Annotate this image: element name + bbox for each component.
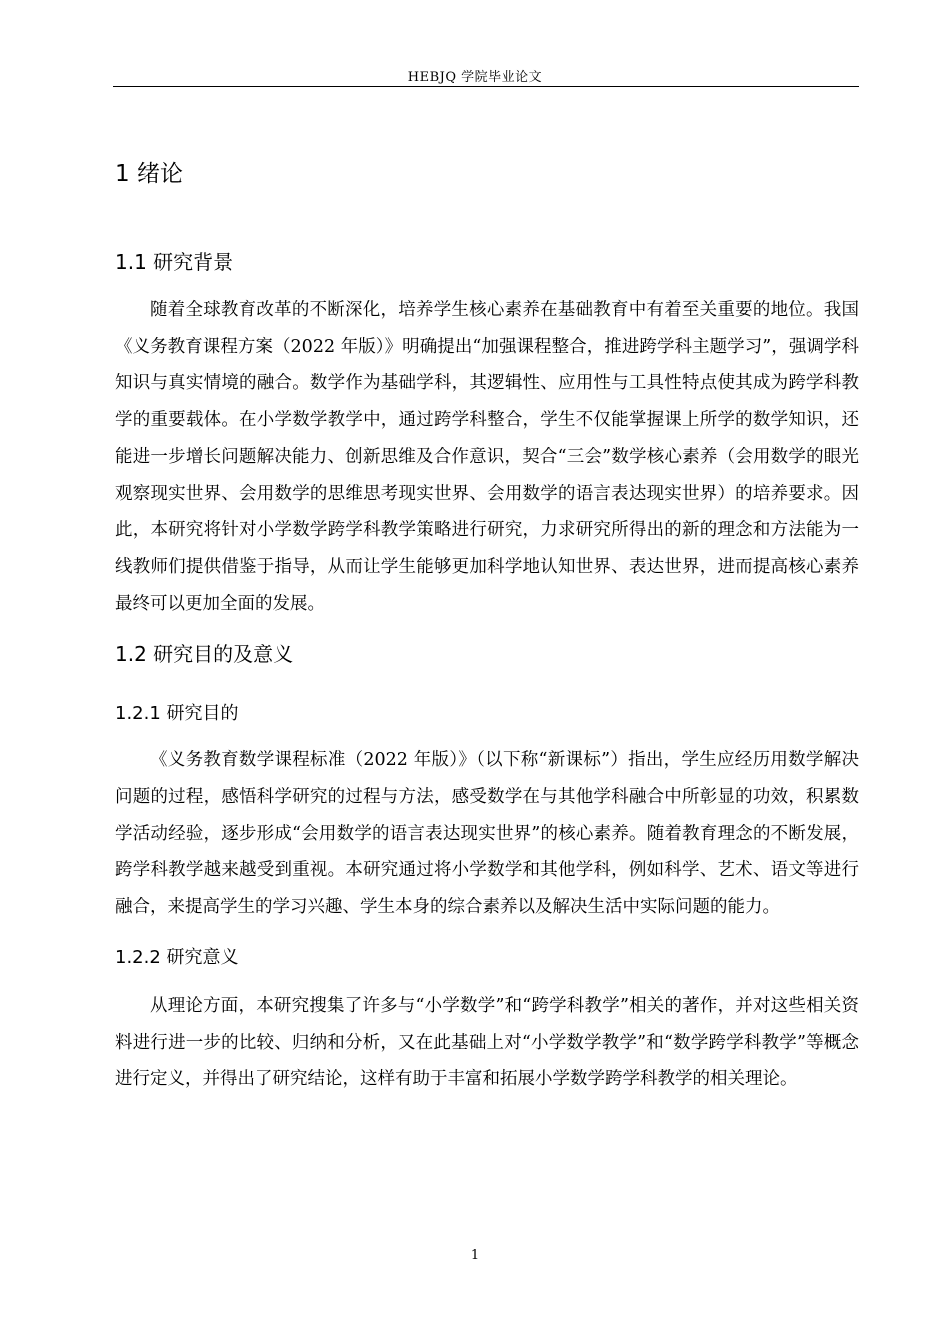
paragraph-significance: 从理论方面，本研究搜集了许多与“小学数学”和“跨学科教学”相关的著作，并对这些相关资料进行进一步的比较、归纳和分析，又在此基础上对“小学数学教学”和“数学跨学科教学”等概念进行定义，并得出了研究结论，这样有助于丰富和拓展小学数学跨学科教学的相关理论。 xyxy=(115,995,859,1090)
running-header: HEBJQ 学院毕业论文 xyxy=(407,70,543,85)
subsection-title-purpose: 1.2.1 研究目的 xyxy=(115,703,239,725)
section-title-purpose-significance: 1.2 研究目的及意义 xyxy=(115,642,294,667)
chapter-title: 1 绪论 xyxy=(115,161,183,187)
paragraph-purpose: 《义务教育数学课程标准（2022 年版）》（以下称“新课标”）指出，学生应经历用数学解决问题的过程，感悟科学研究的过程与方法，感受数学在与其他学科融合中所彰显的功效，积累数学活动经验，逐步形成“会用数学的语言表达现实世界”的核心素养。随着教育理念的不断发展，跨学科教学越来越受到重视。本研究通过将小学数学和其他学科，例如科学、艺术、语文等进行融合，来提高学生的学习兴趣、学生本身的综合素养以及解决生活中实际问题的能力。 xyxy=(115,750,859,918)
section-title-background: 1.1 研究背景 xyxy=(115,250,234,274)
page-number: 1 xyxy=(470,1248,480,1263)
header-divider xyxy=(113,86,859,87)
paragraph-background: 随着全球教育改革的不断深化，培养学生核心素养在基础教育中有着至关重要的地位。我国《义务教育课程方案（2022 年版）》明确提出“加强课程整合，推进跨学科主题学习”，强调学科知识与真实情境的融合。数学作为基础学科，其逻辑性、应用性与工具性特点使其成为跨学科教学的重要载体。在小学数学教学中，通过跨学科整合，学生不仅能掌握课上所学的数学知识，还能进一步增长问题解决能力、创新思维及合作意识，契合“三会”数学核心素养（会用数学的眼光观察现实世界、会用数学的思维思考现实世界、会用数学的语言表达现实世界）的培养要求。因此，本研究将针对小学数学跨学科教学策略进行研究，力求研究所得出的新的理念和方法能为一线教师们提供借鉴于指导，从而让学生能够更加科学地认知世界、表达世界，进而提高核心素养最终可以更加全面的发展。 xyxy=(115,300,859,614)
subsection-title-significance: 1.2.2 研究意义 xyxy=(115,946,239,968)
page-content xyxy=(115,150,859,1098)
